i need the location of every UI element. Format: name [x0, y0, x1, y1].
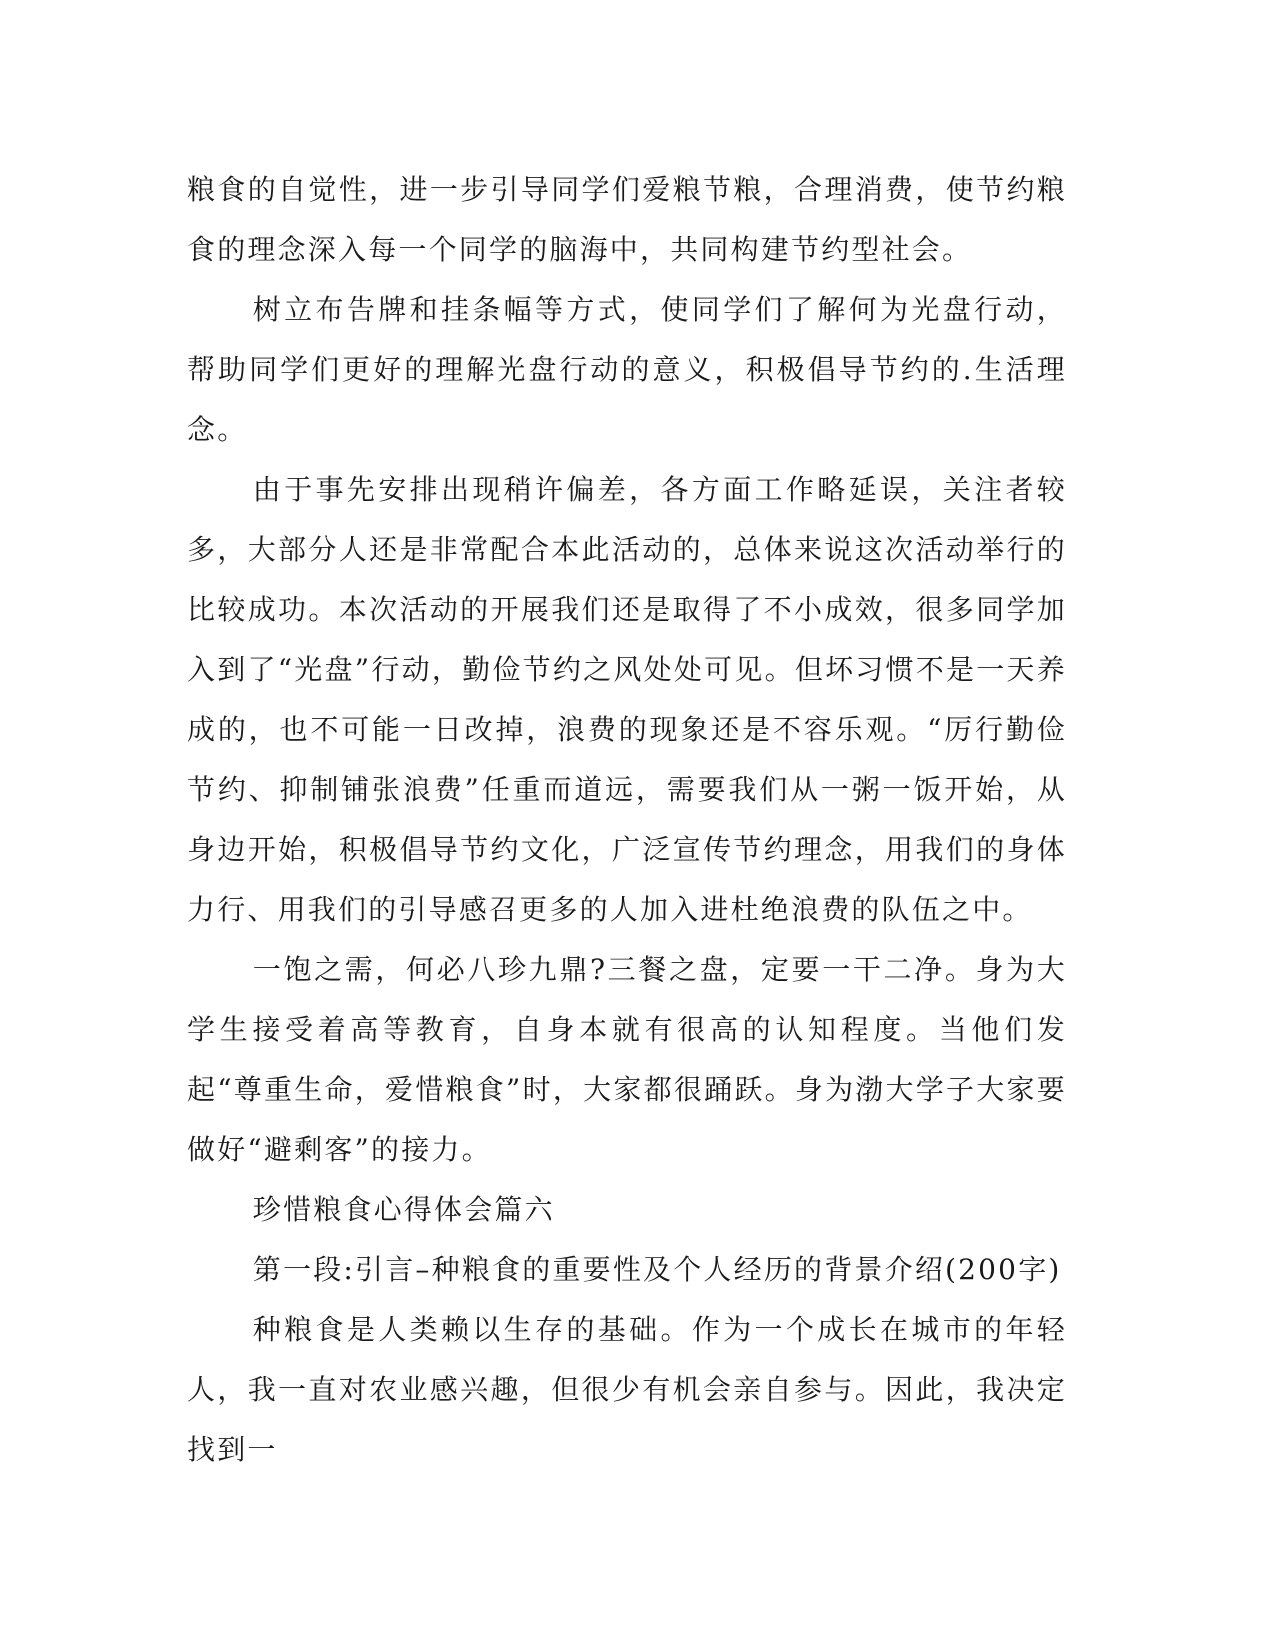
- paragraph-intro: 种粮食是人类赖以生存的基础。作为一个成长在城市的年轻人，我一直对农业感兴趣，但很少有机会亲自参与。因此，我决定找到一: [187, 1313, 1067, 1466]
- paragraph-continuation: 粮食的自觉性，进一步引导同学们爱粮节粮，合理消费，使节约粮食的理念深入每一个同学的脑海中，共同构建节约型社会。: [187, 173, 1067, 266]
- paragraph-conclusion: 一饱之需，何必八珍九鼎?三餐之盘，定要一干二净。身为大学生接受着高等教育，自身本就有很高的认知程度。当他们发起“尊重生命，爱惜粮食”时，大家都很踊跃。身为渤大学子大家要做好“避剩客”的接力。: [187, 953, 1067, 1166]
- section-title: 珍惜粮食心得体会篇六: [252, 1193, 555, 1226]
- section-subheading: 第一段:引言–种粮食的重要性及个人经历的背景介绍(200字): [252, 1253, 1062, 1286]
- paragraph-activity-summary: 由于事先安排出现稍许偏差，各方面工作略延误，关注者较多，大部分人还是非常配合本此活动的，总体来说这次活动举行的比较成功。本次活动的开展我们还是取得了不小成效，很多同学加入到了“光盘”行动，勤俭节约之风处处可见。但坏习惯不是一天养成的，也不可能一日改掉，浪费的现象还是不容乐观。“厉行勤俭节约、抑制铺张浪费”任重而道远，需要我们从一粥一饭开始，从身边开始，积极倡导节约文化，广泛宣传节约理念，用我们的身体力行、用我们的引导感召更多的人加入进杜绝浪费的队伍之中。: [187, 473, 1067, 926]
- paragraph-signage: 树立布告牌和挂条幅等方式，使同学们了解何为光盘行动，帮助同学们更好的理解光盘行动的意义，积极倡导节约的.生活理念。: [187, 293, 1067, 446]
- body-text: [187, 160, 1067, 1480]
